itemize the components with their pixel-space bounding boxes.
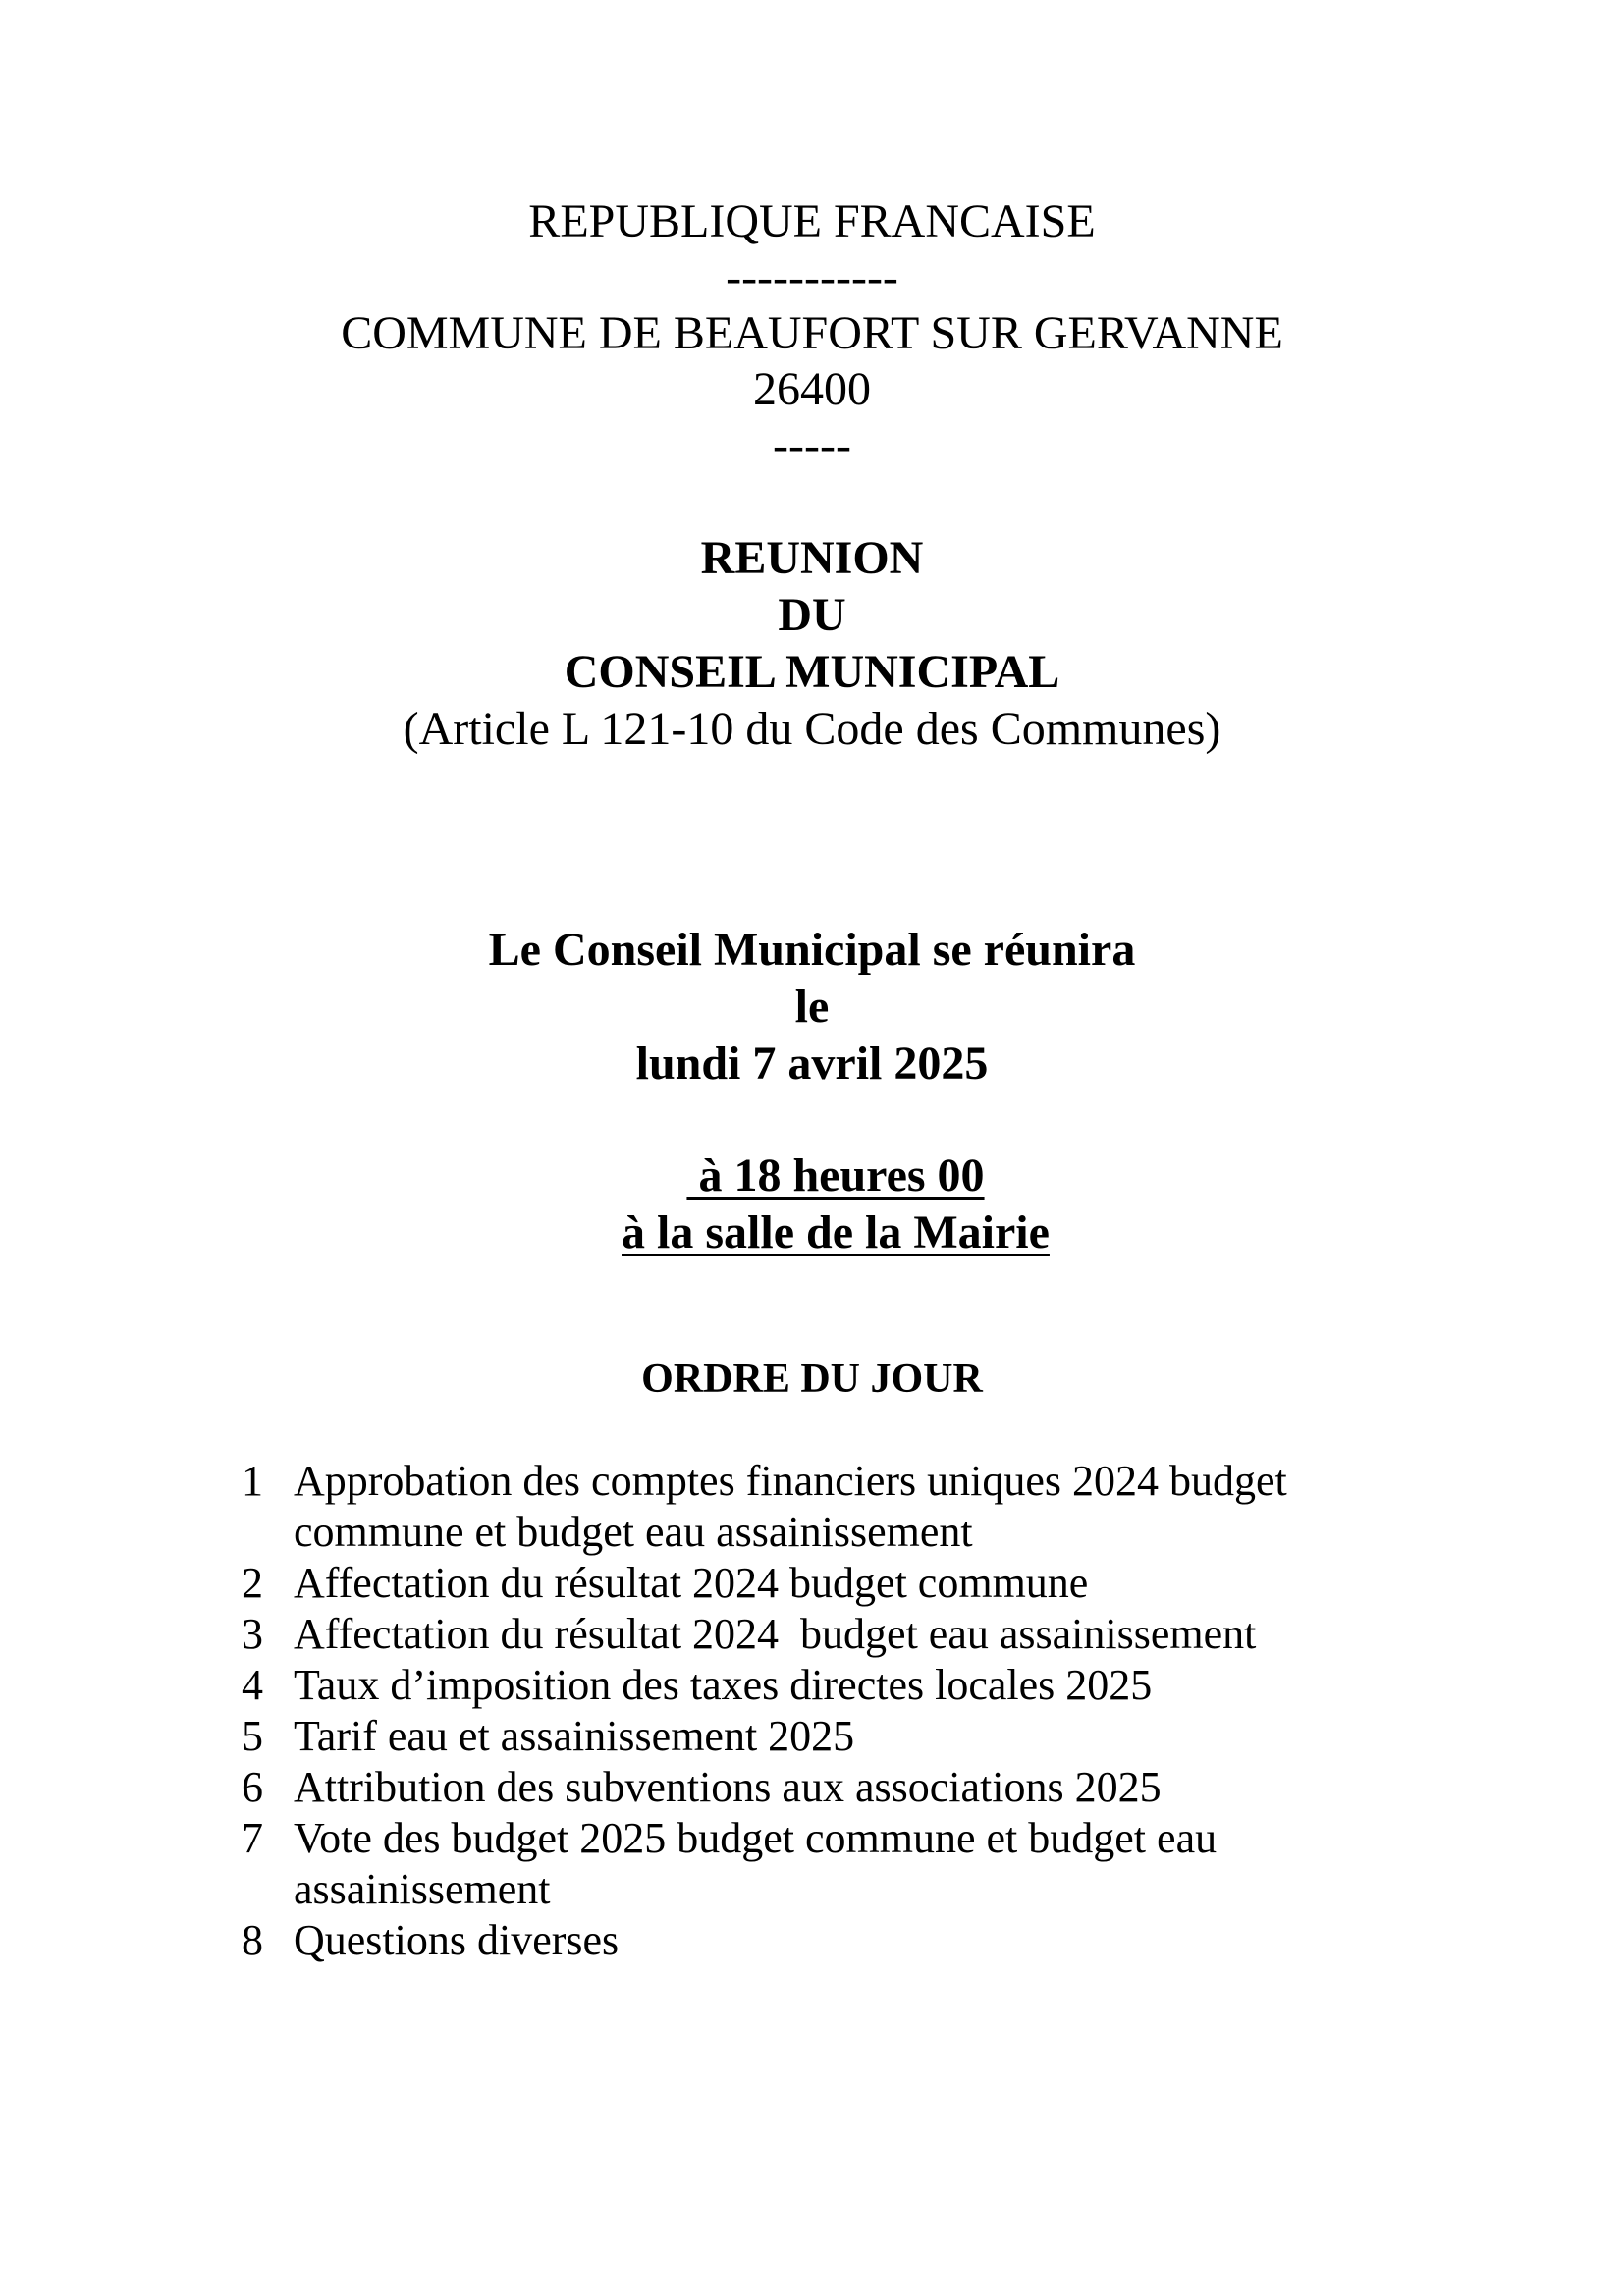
commune-name: COMMUNE DE BEAUFORT SUR GERVANNE [341, 307, 1283, 359]
separator-line: ----- [773, 419, 851, 471]
agenda-item-text: Affectation du résultat 2024 budget commune [294, 1559, 1089, 1607]
agenda-heading: ORDRE DU JOUR [641, 1357, 983, 1402]
meeting-date: lundi 7 avril 2025 [635, 1038, 989, 1090]
agenda-item-text: Tarif eau et assainissement 2025 [294, 1712, 855, 1760]
title-line: REUNION [700, 532, 924, 584]
agenda-item-text: Attribution des subventions aux associations 2025 [294, 1763, 1162, 1811]
agenda-item-text: Affectation du résultat 2024 budget eau assainissement [294, 1610, 1257, 1658]
title-line: CONSEIL MUNICIPAL [564, 646, 1060, 698]
agenda-item-number: 5 [242, 1712, 263, 1760]
agenda-item-text: Questions diverses [294, 1916, 620, 1964]
meeting-intro: Le Conseil Municipal se réunira [488, 924, 1136, 976]
agenda-item-text: Approbation des comptes financiers uniques 2024 budget commune et budget eau assainissement [294, 1457, 1287, 1556]
meeting-intro-le: le [794, 981, 830, 1033]
title-line: DU [778, 589, 846, 641]
agenda-item-number: 8 [242, 1916, 263, 1964]
agenda-item-number: 3 [242, 1610, 263, 1658]
meeting-time: à 18 heures 00 [686, 1149, 985, 1201]
country-heading: REPUBLIQUE FRANCAISE [528, 195, 1096, 247]
agenda-item-number: 4 [242, 1661, 263, 1709]
agenda-item-number: 2 [242, 1559, 263, 1607]
agenda-item-number: 7 [242, 1814, 263, 1862]
separator-line: ----------- [726, 251, 898, 303]
agenda-item [0, 1813, 1624, 1915]
agenda-item-number: 1 [242, 1457, 263, 1505]
agenda-item-number: 6 [242, 1763, 263, 1811]
postal-code: 26400 [753, 363, 871, 415]
agenda-item-text: Taux d’imposition des taxes directes locales 2025 [294, 1661, 1153, 1709]
agenda-item-text: Vote des budget 2025 budget commune et budget eau assainissement [294, 1814, 1218, 1913]
agenda-item [0, 1456, 1624, 1558]
meeting-place: à la salle de la Mairie [622, 1206, 1050, 1258]
title-subtitle: (Article L 121-10 du Code des Communes) [403, 703, 1221, 755]
